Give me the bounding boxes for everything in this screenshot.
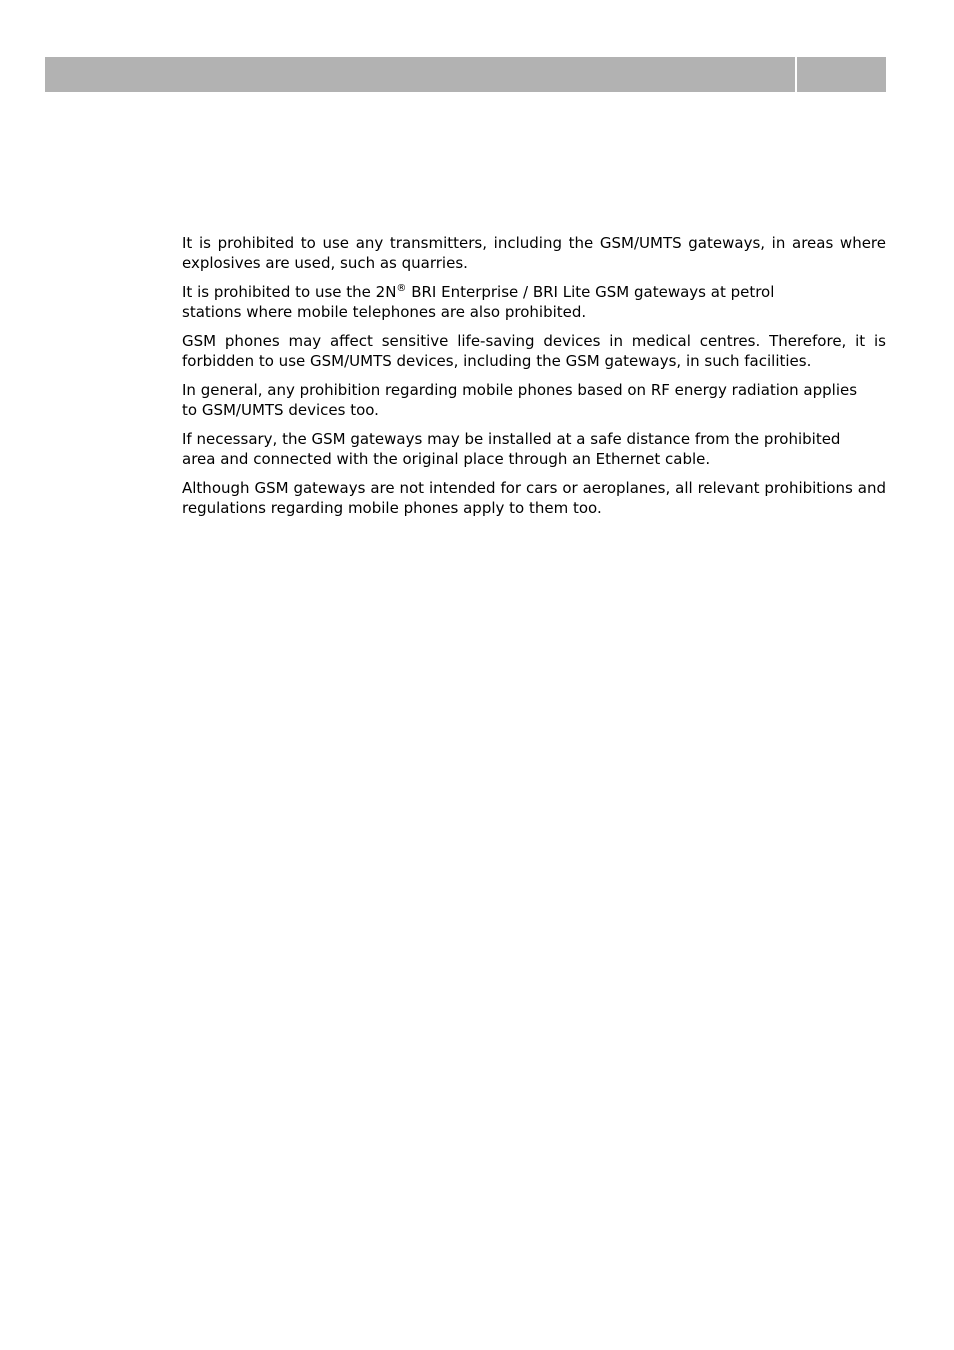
paragraph-cars-aeroplanes: Although GSM gateways are not intended for cars or aeroplanes, all relevant prohibitions and regulations regarding mobile phones apply to them too. bbox=[182, 479, 886, 517]
paragraph-safe-distance: If necessary, the GSM gateways may be installed at a safe distance from the prohibited area and connected with the original place through an Ethernet cable. bbox=[182, 430, 841, 468]
paragraph-explosives: It is prohibited to use any transmitters, including the GSM/UMTS gateways, in areas where explosives are used, such as quarries. bbox=[182, 234, 886, 272]
header-bar-page-box bbox=[797, 57, 886, 92]
paragraph-medical-centres: GSM phones may affect sensitive life-saving devices in medical centres. Therefore, it is forbidden to use GSM/UMTS devices, including the GSM gateways, in such facilities. bbox=[182, 332, 886, 370]
page-header-bar bbox=[45, 57, 886, 92]
header-bar-main bbox=[45, 57, 795, 92]
paragraph-petrol-stations bbox=[182, 282, 837, 322]
registered-mark: ® bbox=[396, 283, 407, 294]
petrol-text-end: BRI Enterprise / BRI Lite GSM gateways at petrol stations where mobile telephones are also prohibited. bbox=[182, 283, 775, 321]
paragraph-rf-radiation: In general, any prohibition regarding mobile phones based on RF energy radiation applies to GSM/UMTS devices too. bbox=[182, 381, 858, 419]
petrol-text-start: It is prohibited to use the 2N bbox=[182, 283, 397, 301]
document-body bbox=[182, 233, 886, 527]
